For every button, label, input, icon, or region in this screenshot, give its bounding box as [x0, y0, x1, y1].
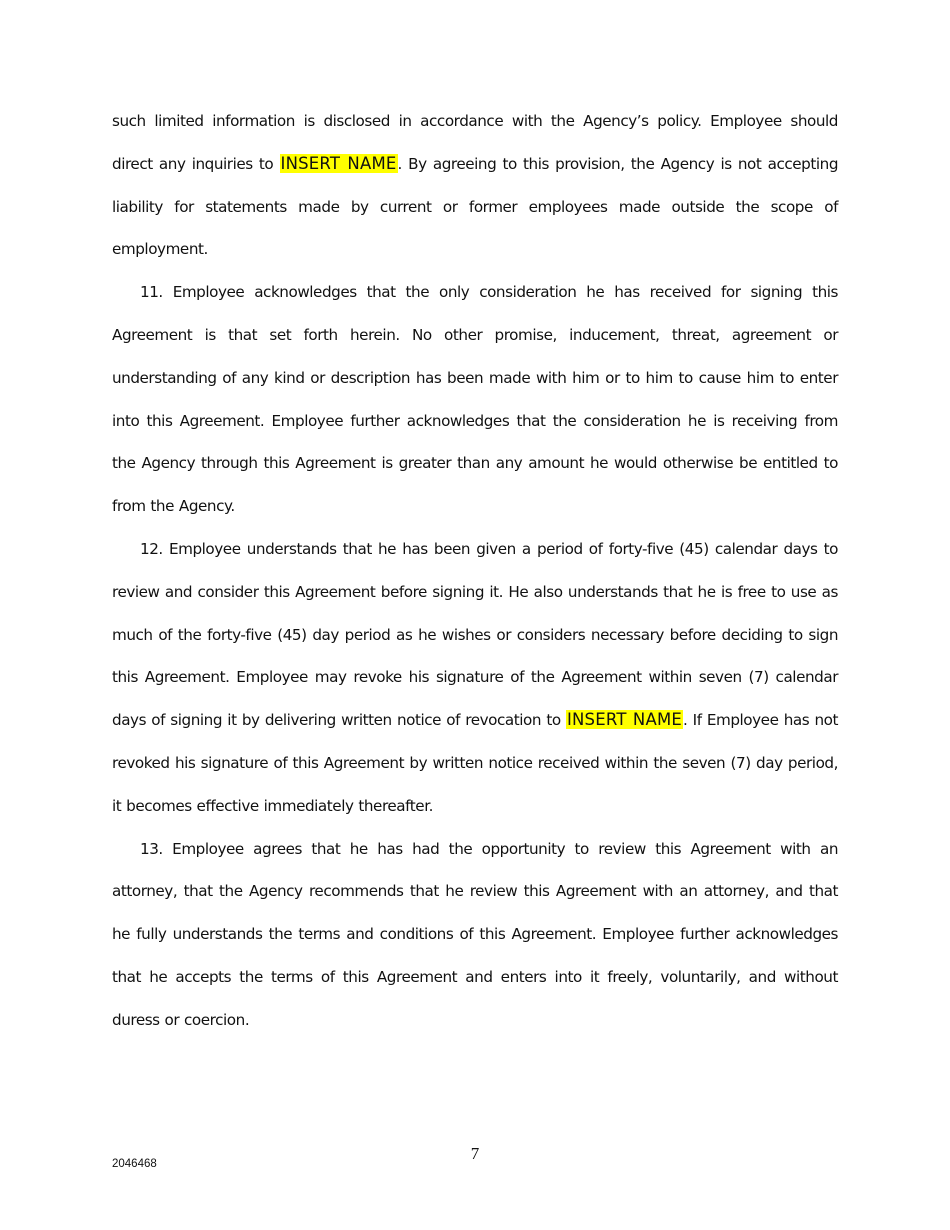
paragraph-section-13: 13. Employee agrees that he has had the opportunity to review this Agreement with an attorney, that the Agency recommends that he review this Agreement with an attorney, and that he fully understands the terms and conditions of this Agreement. Employee further acknowledges that he accepts the terms of this Agreement and enters into it freely, voluntarily, and without duress or coercion. [112, 839, 838, 1029]
page-number: 7 [470, 1144, 480, 1163]
paragraph-section-12-after: . If Employee has not revoked his signature of this Agreement by written notice received within the seven (7) day period, it becomes effective immediately thereafter. [112, 711, 839, 815]
paragraph-continuation-before: such limited information is disclosed in accordance with the Agency’s policy. Employee should direct any inquiries to [112, 112, 838, 173]
paragraph-continuation-after: . By agreeing to this provision, the Agency is not accepting liability for statements made by current or former employees made outside the scope of employment. [112, 154, 839, 259]
insert-name-placeholder: INSERT NAME [280, 153, 397, 173]
paragraph-continuation [112, 100, 838, 271]
insert-name-placeholder: INSERT NAME [566, 710, 683, 730]
paragraph-section-11: 11. Employee acknowledges that the only consideration he has received for signing this Agreement is that set forth herein. No other promise, inducement, threat, agreement or understanding of any kind or description has been made with him or to him to cause him to enter into this Agreement. Employee further acknowledges that the consideration he is receiving from the Agency through this Agreement is greater than any amount he would otherwise be entitled to from the Agency. [112, 283, 838, 516]
document-body [112, 100, 838, 1042]
paragraph-section-12 [112, 528, 838, 828]
document-id: 2046468 [112, 1158, 157, 1170]
paragraph-section-12-before: 12. Employee understands that he has been given a period of forty-five (45) calendar days to review and consider this Agreement before signing it. He also understands that he is free to use as much of the forty-five (45) day period as he wishes or considers necessary before deciding to sign this Agreement. Employee may revoke his signature of the Agreement within seven (7) calendar days of signing it by delivering written notice of revocation to [112, 539, 838, 730]
